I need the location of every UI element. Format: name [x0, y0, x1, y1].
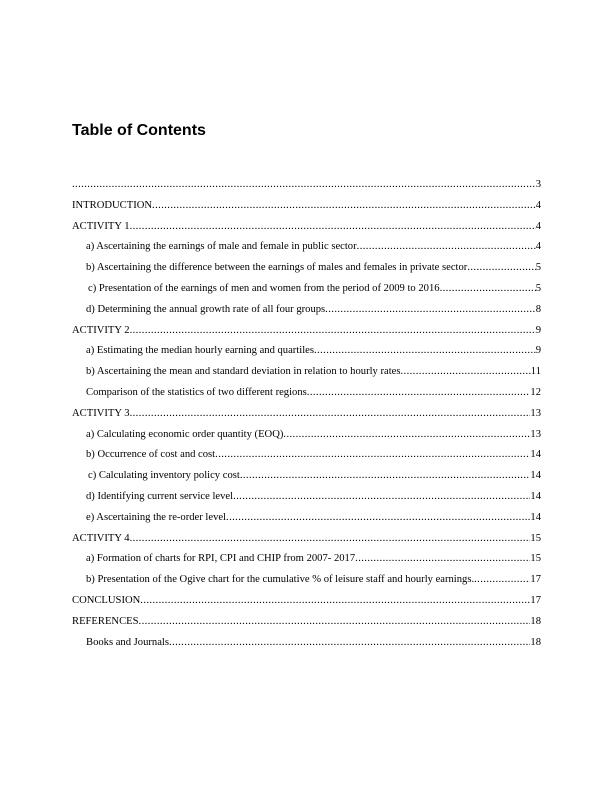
toc-entry-activity-3-a[interactable] [72, 428, 541, 449]
toc-entry-references[interactable] [72, 615, 541, 636]
toc-page-number: 3 [535, 179, 541, 190]
toc-entry-label: a) Estimating the median hourly earning and quartiles [86, 345, 314, 357]
toc-page-number: 5 [535, 262, 541, 274]
dot-leader [467, 261, 535, 275]
toc-entry-activity-3-e[interactable] [72, 511, 541, 532]
dot-leader [233, 490, 530, 504]
toc-page-number: 12 [530, 386, 541, 398]
toc-page-number: 9 [535, 345, 541, 357]
toc-page-number: 14 [530, 470, 541, 482]
dot-leader [325, 303, 536, 317]
toc-page-number: 5 [535, 282, 541, 294]
toc-entry-activity-2-a[interactable] [72, 344, 541, 365]
toc-entry-activity-1-b[interactable] [72, 261, 541, 282]
toc-entry-activity-2[interactable] [72, 324, 541, 345]
toc-entry-activity-2-comparison[interactable] [72, 386, 541, 407]
table-of-contents [72, 178, 541, 656]
dot-leader [226, 511, 530, 525]
toc-page-number: 4 [535, 220, 541, 232]
toc-page-number: 15 [530, 553, 541, 565]
toc-entry-label: REFERENCES [72, 615, 139, 627]
toc-entry-activity-1-d[interactable] [72, 303, 541, 324]
dot-leader [130, 220, 536, 234]
toc-entry-label: d) Determining the annual growth rate of all four groups [86, 303, 326, 315]
toc-page-number: 4 [535, 241, 541, 253]
dot-leader [314, 344, 536, 358]
toc-entry-label: ACTIVITY 2 [72, 324, 130, 336]
toc-entry-untitled[interactable] [72, 178, 541, 199]
dot-leader [283, 428, 530, 442]
toc-entry-label: ACTIVITY 4 [72, 532, 130, 544]
dot-leader [215, 448, 530, 462]
toc-page-number: 17 [530, 574, 541, 586]
toc-entry-label: a) Formation of charts for RPI, CPI and CHIP from 2007- 2017 [86, 553, 356, 565]
toc-entry-label: d) Identifying current service level [86, 490, 234, 502]
toc-page-number: 9 [535, 324, 541, 336]
toc-page-number: 8 [535, 303, 541, 315]
toc-page-number: 14 [530, 511, 541, 523]
dot-leader [130, 532, 531, 546]
dot-leader [355, 552, 530, 566]
toc-entry-label: INTRODUCTION [72, 199, 153, 211]
toc-entry-label: b) Ascertaining the mean and standard deviation in relation to hourly rates [86, 366, 401, 378]
toc-entry-activity-3-b[interactable] [72, 448, 541, 469]
toc-entry-label: ACTIVITY 1 [72, 220, 130, 232]
toc-entry-label: a) Calculating economic order quantity (EOQ) [86, 428, 284, 440]
page-title: Table of Contents [72, 122, 206, 139]
toc-entry-activity-4[interactable] [72, 532, 541, 553]
toc-page-number: 13 [530, 407, 541, 419]
dot-leader [130, 324, 536, 338]
toc-entry-activity-4-a[interactable] [72, 552, 541, 573]
dot-leader [400, 365, 530, 379]
dot-leader [152, 199, 536, 213]
toc-entry-books-and-journals[interactable] [72, 636, 541, 657]
toc-page-number: 13 [530, 428, 541, 440]
toc-page-number: 4 [535, 199, 541, 211]
toc-entry-label: a) Ascertaining the earnings of male and female in public sector [86, 241, 357, 253]
toc-entry-activity-3[interactable] [72, 407, 541, 428]
toc-page-number: 11 [530, 366, 541, 378]
toc-entry-label: b) Occurrence of cost and cost [86, 449, 216, 461]
toc-entry-label: e) Ascertaining the re-order level [86, 511, 227, 523]
toc-entry-introduction[interactable] [72, 199, 541, 220]
toc-page-number: 18 [530, 636, 541, 648]
toc-entry-activity-1-a[interactable] [72, 240, 541, 261]
dot-leader [240, 469, 531, 483]
dot-leader [130, 407, 531, 421]
toc-page-number: 14 [530, 490, 541, 502]
dot-leader [140, 594, 530, 608]
toc-entry-label: b) Ascertaining the difference between the earnings of males and females in private sector [86, 262, 468, 274]
toc-entry-label: b) Presentation of the Ogive chart for the cumulative % of leisure staff and hourly earnings. [86, 574, 475, 586]
toc-page-number: 17 [530, 594, 541, 606]
dot-leader [474, 573, 530, 587]
toc-entry-label: Comparison of the statistics of two different regions [86, 386, 307, 398]
toc-entry-activity-1[interactable] [72, 220, 541, 241]
dot-leader [357, 240, 536, 254]
dot-leader [440, 282, 536, 296]
dot-leader [169, 636, 530, 650]
toc-entry-conclusion[interactable] [72, 594, 541, 615]
toc-page-number: 15 [530, 532, 541, 544]
toc-entry-label: CONCLUSION [72, 594, 141, 606]
toc-page-number: 18 [530, 615, 541, 627]
toc-entry-label: c) Calculating inventory policy cost [88, 470, 240, 482]
toc-entry-activity-3-d[interactable] [72, 490, 541, 511]
toc-entry-activity-3-c[interactable] [72, 469, 541, 490]
dot-leader [139, 615, 531, 629]
dot-leader [72, 178, 536, 192]
toc-page-number: 14 [530, 449, 541, 461]
dot-leader [307, 386, 531, 400]
toc-entry-label: Books and Journals [86, 636, 169, 648]
toc-entry-activity-1-c[interactable] [72, 282, 541, 303]
toc-entry-activity-4-b[interactable] [72, 573, 541, 594]
toc-entry-label: ACTIVITY 3 [72, 407, 130, 419]
toc-entry-label: c) Presentation of the earnings of men and women from the period of 2009 to 2016 [88, 282, 440, 294]
toc-entry-activity-2-b[interactable] [72, 365, 541, 386]
